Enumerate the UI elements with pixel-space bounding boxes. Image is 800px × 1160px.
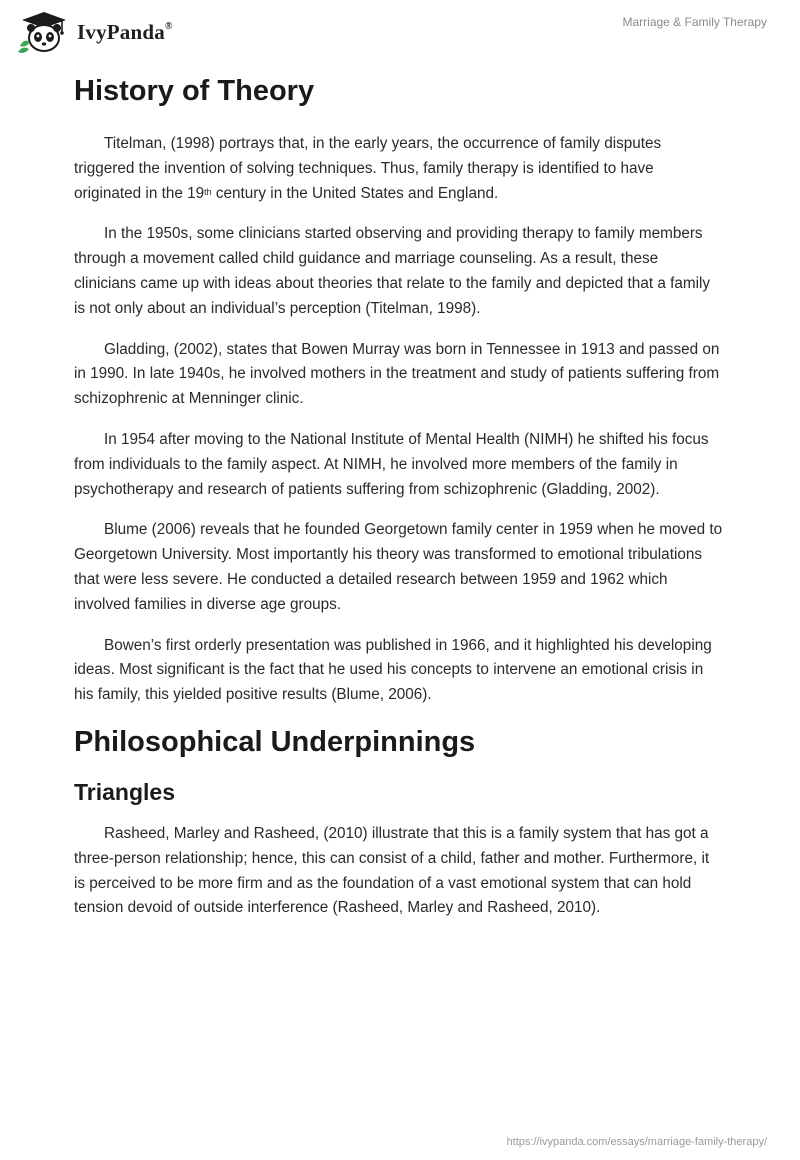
ivypanda-logo[interactable] [14,10,173,54]
paragraph: Titelman, (1998) portrays that, in the early years, the occurrence of family disputes triggered the invention of solving techniques. Thus, family therapy is identified to have originated in the 19th century in the United States and England. [74,135,662,202]
paragraph: Blume (2006) reveals that he founded Georgetown family center in 1959 when he moved to Georgetown University. Most importantly his theory was transformed to emotional tribulations that were less severe. He conducted a detailed research between 1959 and 1962 which involved families in diverse age groups. [74,521,723,613]
running-head: Marriage & Family Therapy [622,15,767,29]
paragraph: Rasheed, Marley and Rasheed, (2010) illustrate that this is a family system that has got a three-person relationship; hence, this can consist of a child, father and mother. Furthermore, it is perceived to be more firm and as the foundation of a vast emotional system that can hold tension devoid of outside interference (Rasheed, Marley and Rasheed, 2010). [74,824,710,917]
paragraph: Gladding, (2002), states that Bowen Murray was born in Tennessee in 1913 and passed on in 1990. In late 1940s, he involved mothers in the treatment and study of patients suffering from schizophrenic at Menninger clinic. [74,340,720,408]
page-header [0,0,800,60]
paragraph: Bowen’s first orderly presentation was published in 1966, and it highlighted his developing ideas. Most significant is the fact that he used his concepts to intervene an emotional crisis in his family, this yielded positive results (Blume, 2006). [74,636,712,704]
paragraph: In the 1950s, some clinicians started observing and providing therapy to family members through a movement called child guidance and marriage counseling. As a result, these clinicians came up with ideas about theories that relate to the family and depicted that a family is not only about an individual’s perception (Titelman, 1998). [74,225,711,317]
essay-content [74,70,724,937]
section-title-philosophical: Philosophical Underpinnings [74,725,476,758]
section-title-history: History of Theory [74,75,315,107]
panda-graduate-icon [14,10,74,54]
logo-wordmark: IvyPanda® [77,19,173,44]
subsection-title-triangles: Triangles [74,778,175,805]
source-url[interactable]: https://ivypanda.com/essays/marriage-family-therapy/ [506,1136,767,1148]
paragraph: In 1954 after moving to the National Institute of Mental Health (NIMH) he shifted his focus from individuals to the family aspect. At NIMH, he involved more members of the family in psychotherapy and research of patients suffering from schizophrenic (Gladding, 2002). [74,430,709,498]
